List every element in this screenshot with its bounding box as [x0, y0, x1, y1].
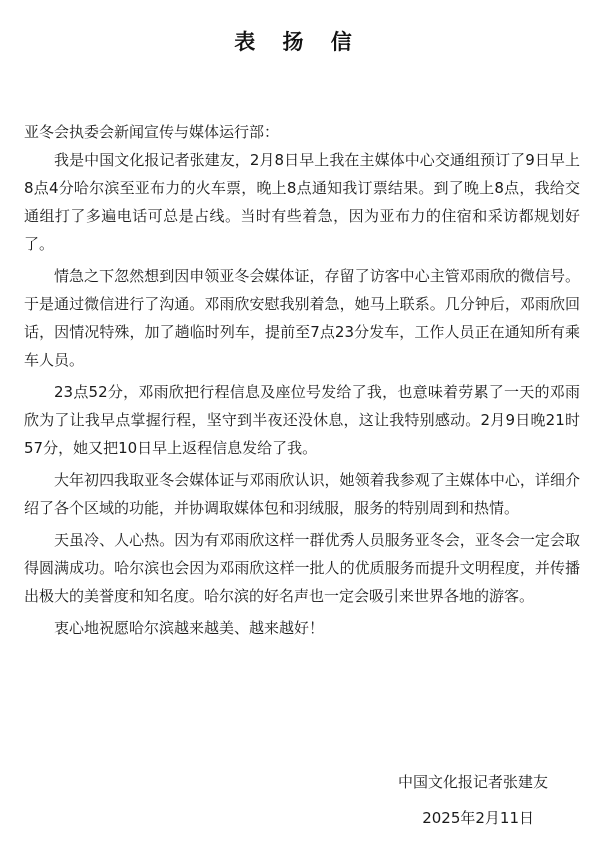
- paragraph-5: 天虽冷、人心热。因为有邓雨欣这样一群优秀人员服务亚冬会，亚冬会一定会取得圆满成功。哈尔滨也会因为邓雨欣这样一批人的优质服务而提升文明程度，并传播出极大的美誉度和知名度。哈尔滨的好名声也一定会吸引来世界各地的游客。: [24, 531, 580, 605]
- signature-date: 2025年2月11日: [422, 809, 534, 827]
- paragraph-3: 23点52分，邓雨欣把行程信息及座位号发给了我，也意味着劳累了一天的邓雨欣为了让我早点掌握行程，坚守到半夜还没休息，这让我特别感动。2月9日晚21时57分，她又把10日早上返程信息发给了我。: [24, 383, 580, 457]
- paragraph-2: 情急之下忽然想到因申领亚冬会媒体证，存留了访客中心主管邓雨欣的微信号。于是通过微信进行了沟通。邓雨欣安慰我别着急，她马上联系。几分钟后，邓雨欣回话，因情况特殊，加了趟临时列车，提前至7点23分发车，工作人员正在通知所有乘车人员。: [24, 267, 580, 369]
- paragraph-6: 衷心地祝愿哈尔滨越来越美、越来越好！: [54, 619, 325, 637]
- paragraph-1: 我是中国文化报记者张建友，2月8日早上我在主媒体中心交通组预订了9日早上8点4分哈尔滨至亚布力的火车票，晚上8点通知我订票结果。到了晚上8点，我给交通组打了多遍电话可总是占线。当时有些着急，因为亚布力的住宿和采访都规划好了。: [24, 151, 580, 253]
- letter-body: [24, 146, 580, 642]
- letter-salutation: 亚冬会执委会新闻宣传与媒体运行部：: [24, 123, 280, 141]
- letter-title: 表 扬 信: [234, 29, 362, 54]
- signature-name: 中国文化报记者张建友: [397, 773, 548, 791]
- paragraph-4: 大年初四我取亚冬会媒体证与邓雨欣认识，她领着我参观了主媒体中心，详细介绍了各个区域的功能，并协调取媒体包和羽绒服，服务的特别周到和热情。: [24, 471, 580, 517]
